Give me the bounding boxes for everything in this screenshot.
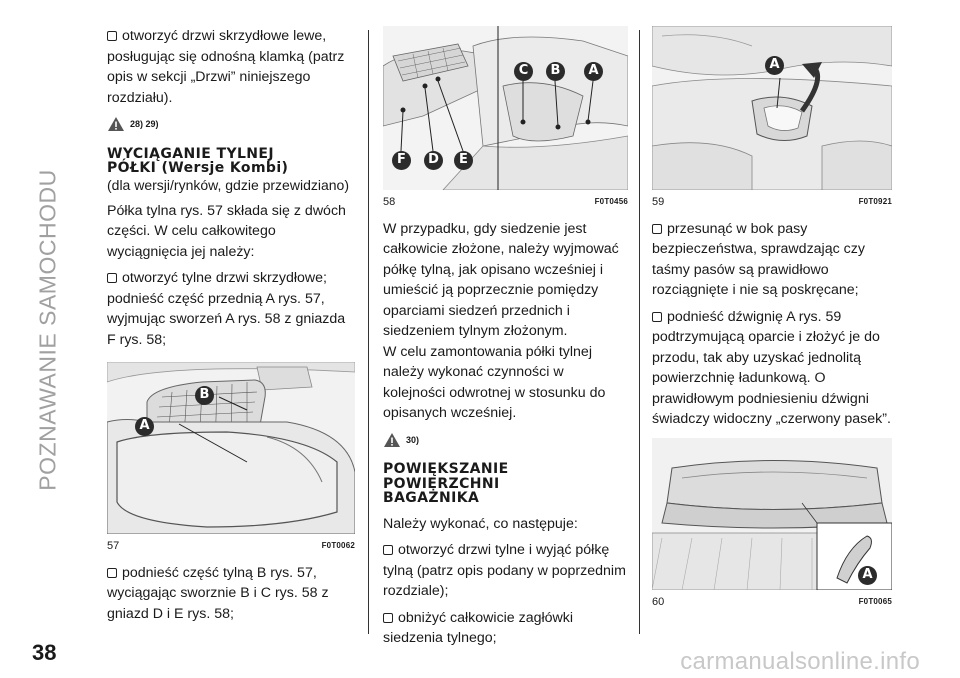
bullet-item: podnieść część tylną B rys. 57, wyciągając sworznie B i C rys. 58 z gniazd D i E rys. 58; [107, 564, 329, 622]
paragraph: W przypadku, gdy siedzenie jest całkowicie złożone, należy wyjmować półkę tylną, jak opisano wcześniej i umieścić ją poprzecznie pomiędzy oparciami siedzeń przednich i siedzeniem tylnym złożonym. [383, 220, 619, 339]
checkbox-bullet-icon [383, 613, 393, 623]
section-heading: POWIĘKSZANIE POWIERZCHNI BAGAŻNIKA [383, 461, 509, 506]
figure-caption [107, 536, 355, 557]
callout-label: E [454, 151, 473, 170]
callout-label: A [584, 62, 603, 81]
section-side-title: POZNAWANIE SAMOCHODU [34, 169, 61, 491]
column-divider [368, 30, 369, 634]
figure-code: F0T0921 [858, 197, 892, 206]
bullet-item: obniżyć całkowicie zagłówki siedzenia tylnego; [383, 609, 574, 646]
callout-label: D [424, 151, 443, 170]
callout-label: A [135, 417, 154, 436]
seat-lever-illustration [652, 26, 892, 190]
callout-label: A [765, 56, 784, 75]
paragraph: Półka tylna rys. 57 składa się z dwóch części. W celu całkowitego wyciągnięcia jej należy: [107, 202, 346, 260]
warning-triangle-icon [107, 116, 125, 132]
figure-59 [652, 26, 892, 190]
callout-label: B [195, 386, 214, 405]
availability-note: (dla wersji/rynków, gdzie przewidziano) [107, 176, 349, 193]
bullet-item: otworzyć drzwi tylne i wyjąć półkę tylną (patrz opis podany w poprzednim rozdziale); [383, 542, 626, 599]
bullet-item: przesunąć w bok pasy bezpieczeństwa, sprawdzając czy taśmy pasów są prawidłowo rozciągnięte i nie są poskręcane; [652, 220, 865, 298]
warning-reference [383, 430, 628, 451]
callout-label: B [546, 62, 565, 81]
watermark: carmanualsonline.info [680, 648, 920, 675]
callout-label: F [392, 151, 411, 170]
checkbox-bullet-icon [652, 312, 662, 322]
column-1 [107, 26, 355, 630]
page-number: 38 [32, 640, 57, 665]
figure-number: 59 [652, 196, 665, 208]
checkbox-bullet-icon [652, 224, 662, 234]
checkbox-bullet-icon [107, 273, 117, 283]
warning-reference [107, 114, 355, 135]
figure-number: 58 [383, 196, 396, 208]
bullet-item: podnieść dźwignię A rys. 59 podtrzymującą oparcie i złożyć je do przodu, tak aby uzyskać jednolitą powierzchnię ładunkową. O prawidłowym podniesieniu dźwigni świadczy widoczny „czerwony pasek”. [652, 308, 891, 427]
warning-triangle-icon [383, 432, 401, 448]
column-2 [383, 26, 628, 655]
folded-seat-illustration [652, 438, 892, 590]
warning-refs: 28) 29) [130, 119, 159, 129]
paragraph: W celu zamontowania półki tylnej należy wykonać czynności w kolejności odwrotnej w stosunku do opisanych wcześniej. [383, 343, 606, 421]
figure-58 [383, 26, 628, 190]
shelf-pins-illustration [383, 26, 628, 190]
figure-number: 60 [652, 595, 665, 608]
figure-code: F0T0062 [321, 541, 355, 550]
figure-caption [652, 592, 892, 613]
figure-caption [383, 192, 628, 213]
callout-label: C [514, 62, 533, 81]
column-divider [639, 30, 640, 634]
column-3 [652, 26, 892, 618]
callout-label: A [858, 566, 877, 585]
rear-shelf-illustration [107, 362, 355, 534]
checkbox-bullet-icon [383, 545, 393, 555]
figure-57 [107, 362, 355, 534]
figure-code: F0T0456 [594, 197, 628, 206]
paragraph: Należy wykonać, co następuje: [383, 515, 578, 532]
section-heading: WYCIĄGANIE TYLNEJ PÓŁKI (Wersje Kombi) [107, 145, 289, 176]
figure-number: 57 [107, 540, 120, 552]
checkbox-bullet-icon [107, 31, 117, 41]
figure-60 [652, 438, 892, 590]
bullet-item: otworzyć drzwi skrzydłowe lewe, posługując się odnośną klamką (patrz opis w sekcji „Drzwi” niniejszego rozdziału). [107, 28, 345, 106]
figure-code: F0T0065 [858, 596, 892, 606]
warning-refs: 30) [406, 434, 420, 445]
figure-caption [652, 192, 892, 213]
checkbox-bullet-icon [107, 568, 117, 578]
bullet-item: otworzyć tylne drzwi skrzydłowe; podnieść część przednią A rys. 57, wyjmując sworzeń A rys. 58 z gniazda F rys. 58; [107, 270, 346, 348]
